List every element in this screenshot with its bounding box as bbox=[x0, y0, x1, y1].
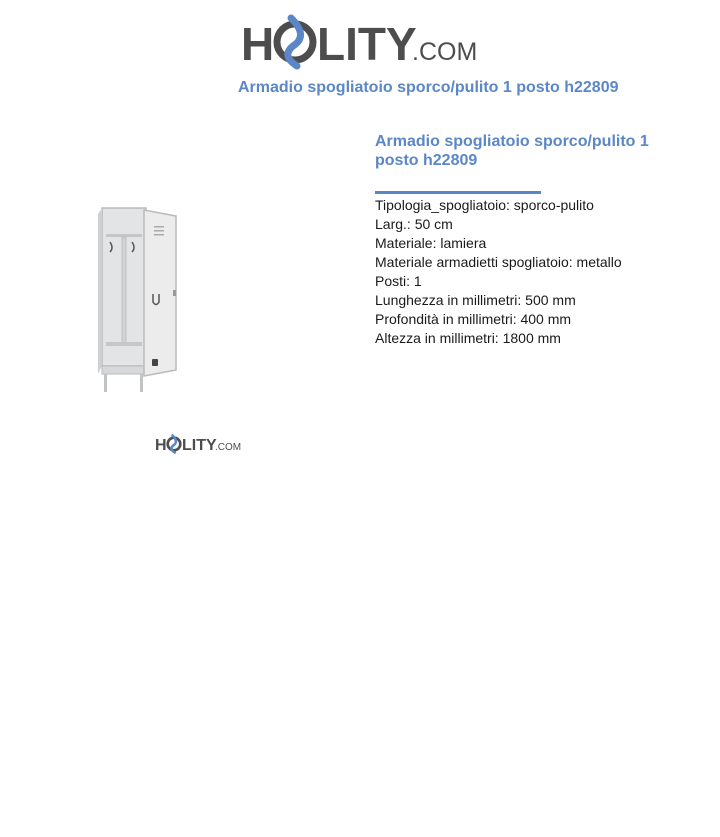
spec-item-tipologia: Tipologia_spogliatoio: sporco-pulito bbox=[375, 197, 594, 213]
locker-cabinet-icon bbox=[98, 204, 182, 396]
holity-logo-icon bbox=[155, 433, 243, 455]
holity-logo[interactable] bbox=[241, 10, 481, 70]
holity-logo-small bbox=[155, 433, 243, 455]
product-info bbox=[375, 132, 675, 348]
svg-text:LITY: LITY bbox=[182, 437, 217, 454]
spec-item-materiale-armadietti: Materiale armadietti spogliatoio: metallo bbox=[375, 254, 622, 270]
svg-text:.COM: .COM bbox=[215, 442, 242, 453]
page-title: Armadio spogliatoio sporco/pulito 1 posto h22809 bbox=[238, 79, 619, 96]
spec-item-profondita: Profondità in millimetri: 400 mm bbox=[375, 311, 572, 327]
svg-text:LITY: LITY bbox=[317, 18, 417, 70]
svg-text:.COM: .COM bbox=[412, 38, 478, 66]
svg-text:H: H bbox=[155, 437, 167, 454]
holity-logo-icon bbox=[241, 10, 481, 70]
heading-divider bbox=[375, 191, 541, 194]
spec-item-lunghezza: Lunghezza in millimetri: 500 mm bbox=[375, 292, 576, 308]
spec-item-posti: Posti: 1 bbox=[375, 273, 422, 289]
svg-text:H: H bbox=[241, 18, 275, 70]
product-image[interactable] bbox=[98, 204, 182, 396]
product-heading: Armadio spogliatoio sporco/pulito 1 posto h22809 bbox=[375, 133, 649, 169]
spec-list bbox=[375, 196, 675, 348]
spec-item-larghezza: Larg.: 50 cm bbox=[375, 216, 453, 232]
spec-item-materiale: Materiale: lamiera bbox=[375, 235, 487, 251]
spec-item-altezza: Altezza in millimetri: 1800 mm bbox=[375, 330, 561, 346]
